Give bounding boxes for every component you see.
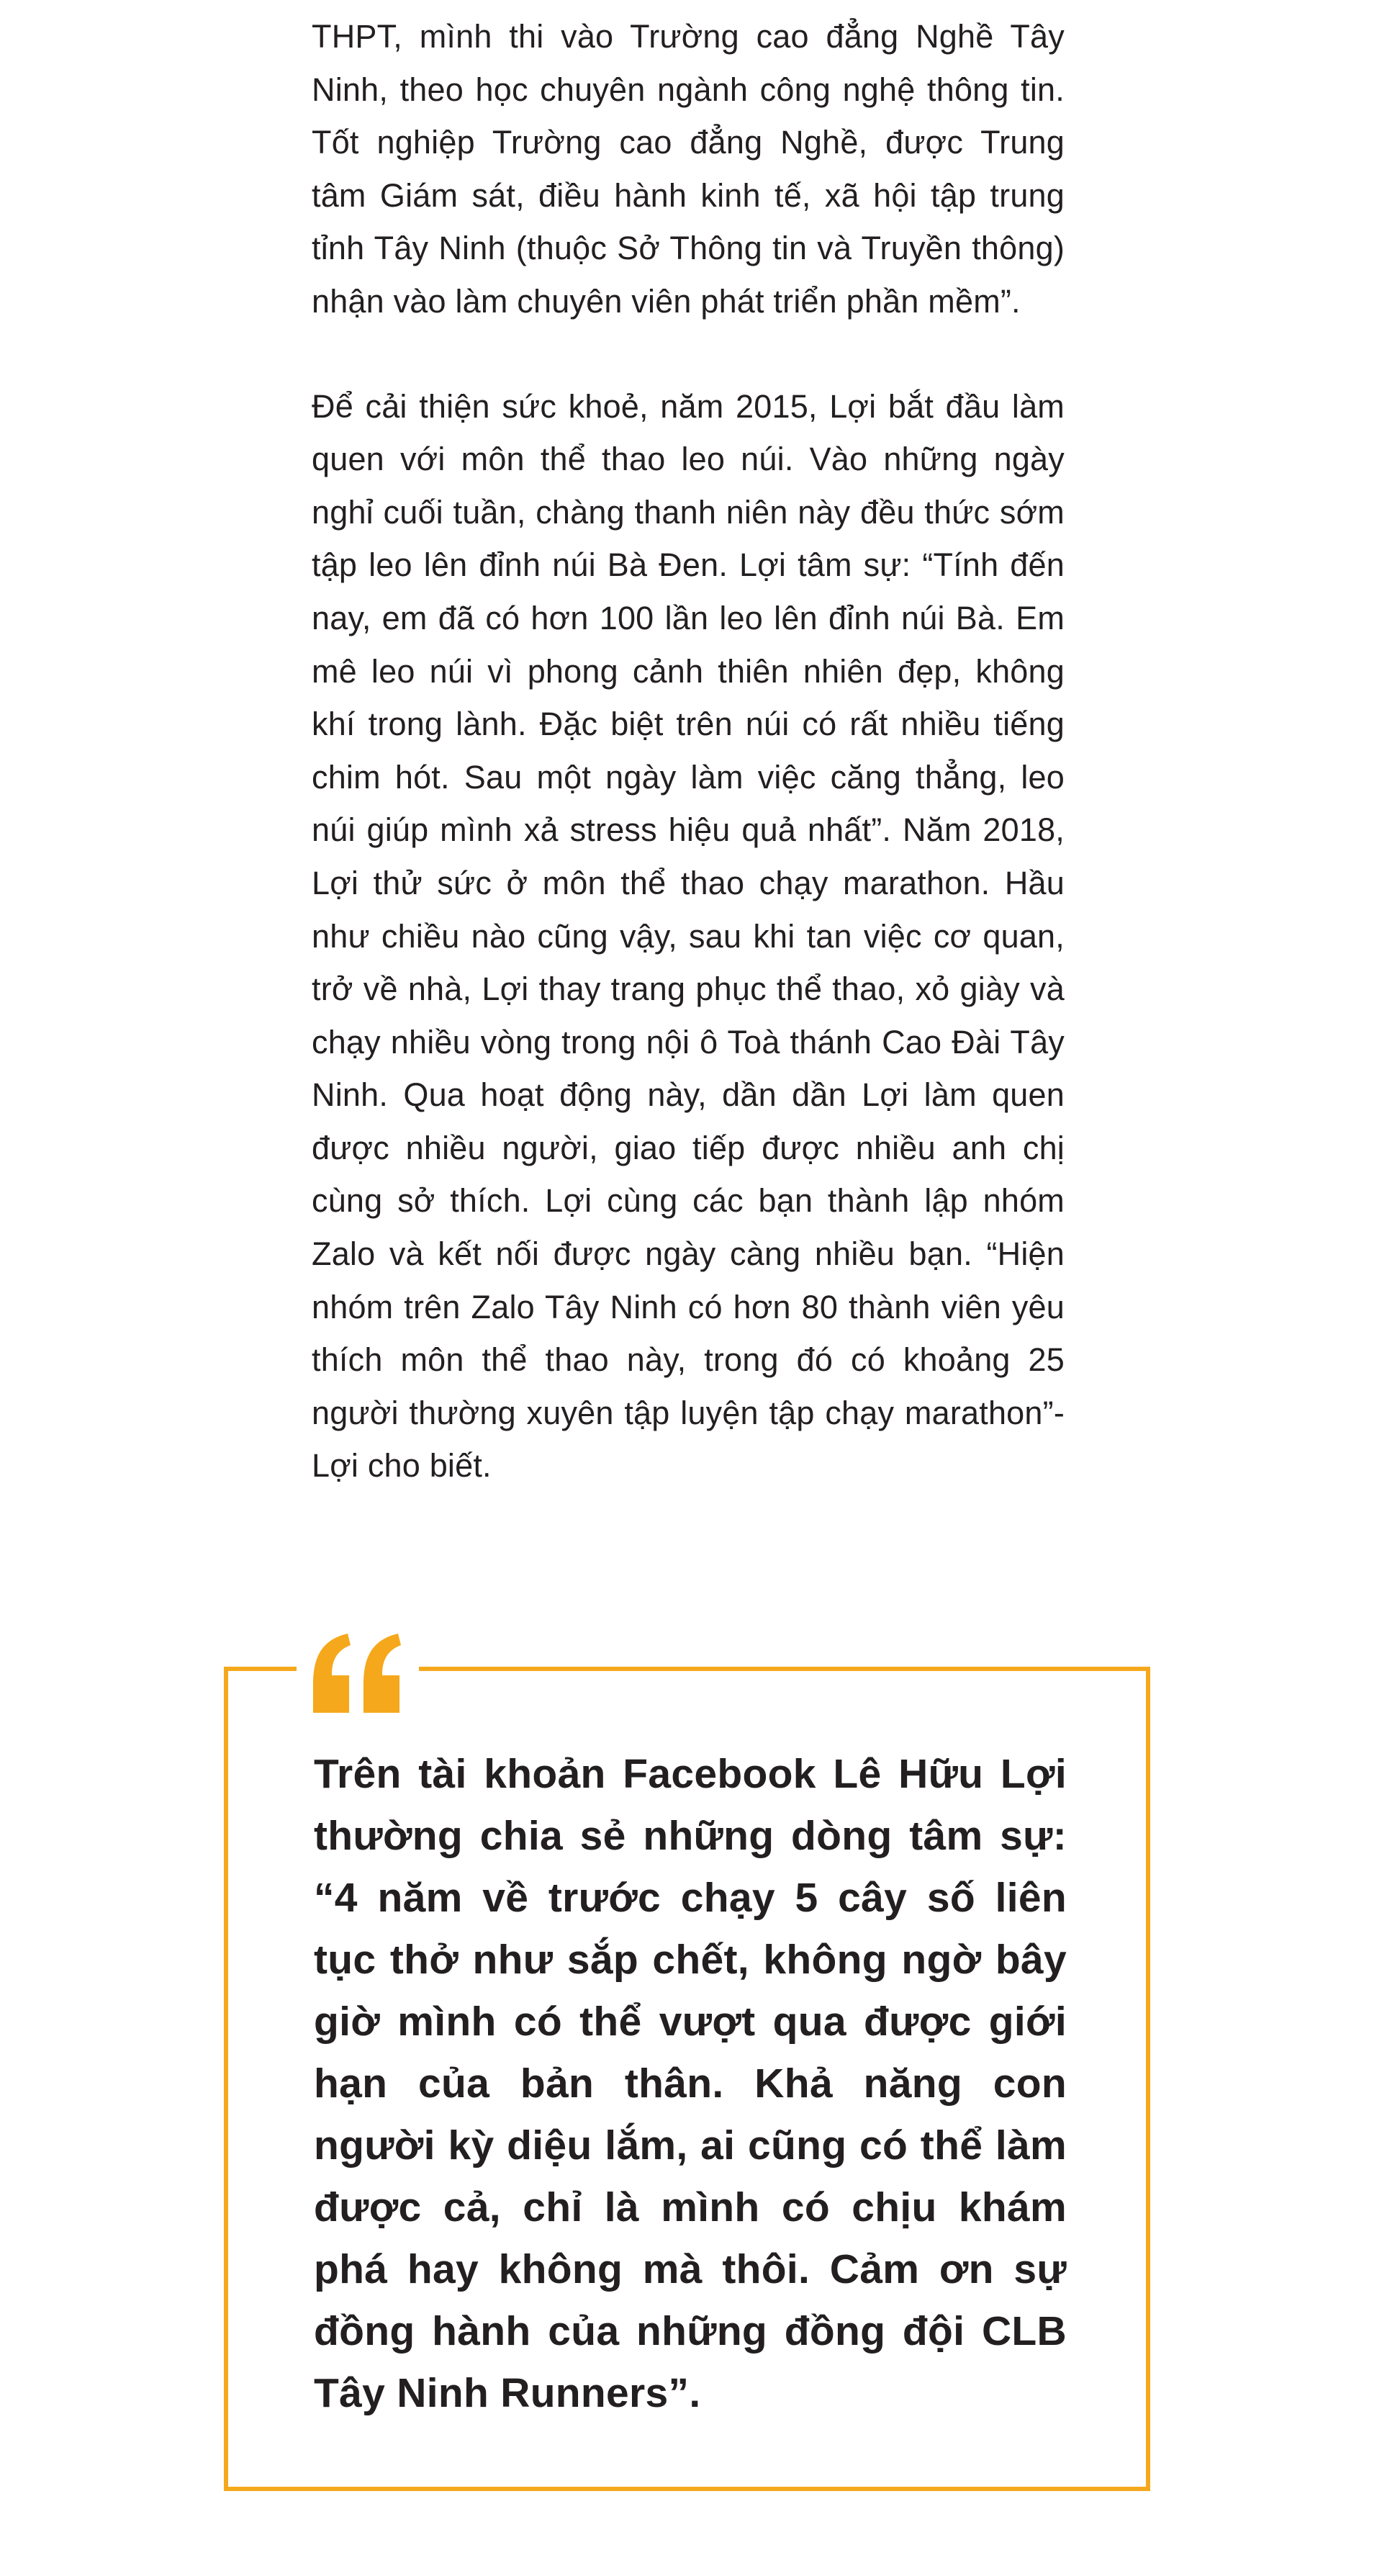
pull-quote-text: Trên tài khoản Facebook Lê Hữu Lợi thường chia sẻ những dòng tâm sự: “4 năm về trước chạy 5 cây số liên tục thở như sắp chết, không ngờ bây giờ mình có thể vượt qua được giới hạn của bản thân. Khả năng con người kỳ diệu lắm, ai cũng có thể làm được cả, chỉ là mình có chịu khám phá hay không mà thôi. Cảm ơn sự đồng hành của những đồng đội CLB Tây Ninh Runners”. [314, 1751, 1067, 2416]
quotation-mark-icon [307, 1628, 408, 1721]
pull-quote-box [224, 1667, 1150, 2491]
article-body [312, 10, 1065, 1492]
article-paragraph: THPT, mình thi vào Trường cao đẳng Nghề Tây Ninh, theo học chuyên ngành công nghệ thông tin. Tốt nghiệp Trường cao đẳng Nghề, được Trung tâm Giám sát, điều hành kinh tế, xã hội tập trung tỉnh Tây Ninh (thuộc Sở Thông tin và Truyền thông) nhận vào làm chuyên viên phát triển phần mềm”. [312, 18, 1065, 320]
article-paragraph: Để cải thiện sức khoẻ, năm 2015, Lợi bắt đầu làm quen với môn thể thao leo núi. Vào những ngày nghỉ cuối tuần, chàng thanh niên này đều thức sớm tập leo lên đỉnh núi Bà Đen. Lợi tâm sự: “Tính đến nay, em đã có hơn 100 lần leo lên đỉnh núi Bà. Em mê leo núi vì phong cảnh thiên nhiên đẹp, không khí trong lành. Đặc biệt trên núi có rất nhiều tiếng chim hót. Sau một ngày làm việc căng thẳng, leo núi giúp mình xả stress hiệu quả nhất”. Năm 2018, Lợi thử sức ở môn thể thao chạy marathon. Hầu như chiều nào cũng vậy, sau khi tan việc cơ quan, trở về nhà, Lợi thay trang phục thể thao, xỏ giày và chạy nhiều vòng trong nội ô Toà thánh Cao Đài Tây Ninh. Qua hoạt động này, dần dần Lợi làm quen được nhiều người, giao tiếp được nhiều anh chị cùng sở thích. Lợi cùng các bạn thành lập nhóm Zalo và kết nối được ngày càng nhiều bạn. “Hiện nhóm trên Zalo Tây Ninh có hơn 80 thành viên yêu thích môn thể thao này, trong đó có khoảng 25 người thường xuyên tập luyện tập chạy marathon”- Lợi cho biết. [312, 387, 1065, 1485]
